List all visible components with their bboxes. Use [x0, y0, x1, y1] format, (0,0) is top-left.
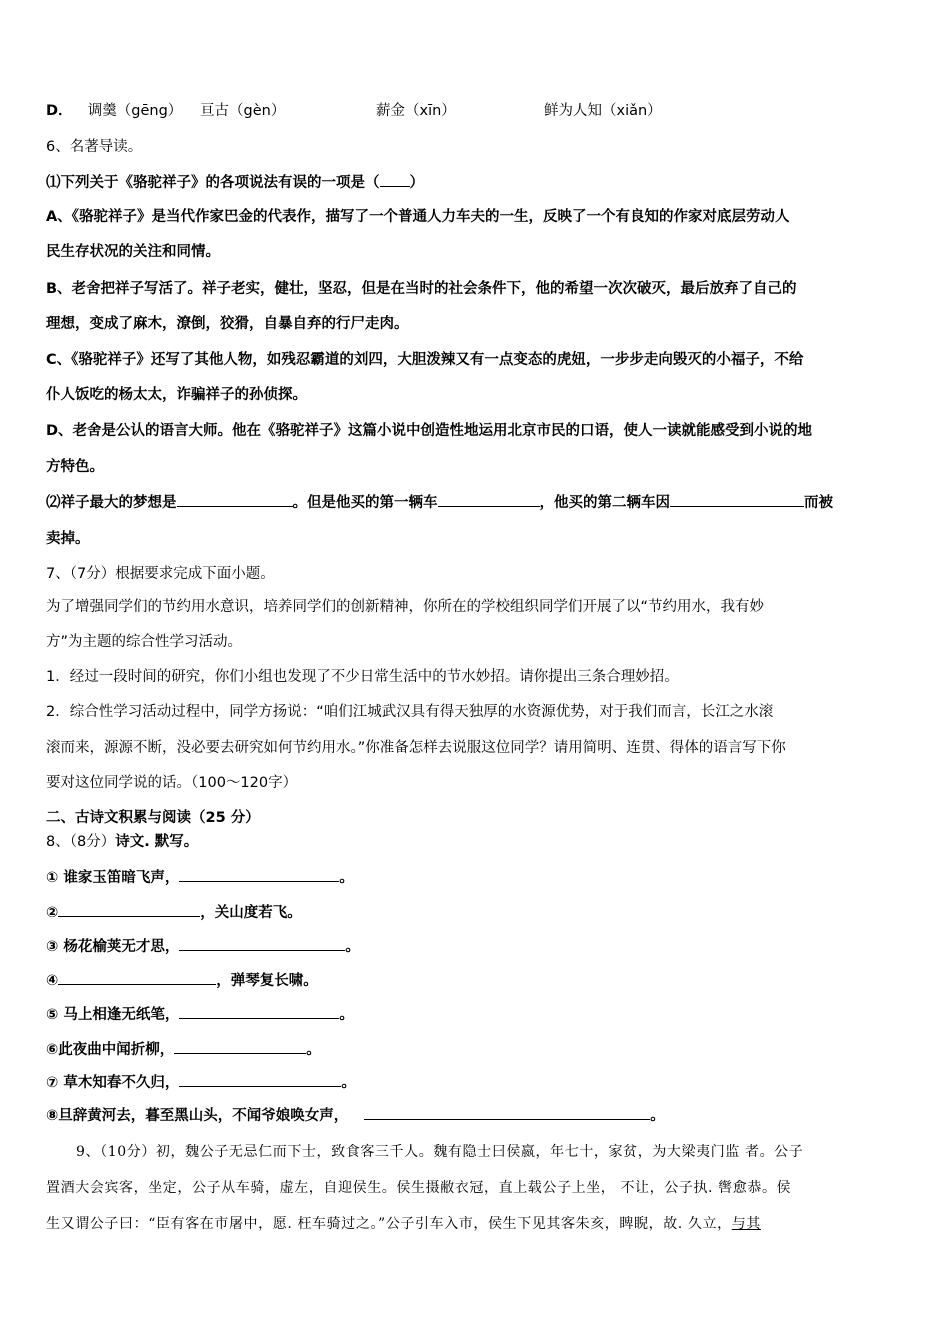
- q6-option-b-line2: 理想，变成了麻木，潦倒，狡猾，自暴自弃的行尸走肉。: [46, 316, 409, 332]
- q8-line-7-text: ⑦ 草木知春不久归，: [46, 1075, 180, 1091]
- q8-line-7: [46, 1072, 356, 1093]
- q7-subquestion-2-line3: 要对这位同学说的话。（100～120字）: [46, 775, 298, 791]
- q6-part2-text-c: ，他买的第二辆车因: [539, 495, 670, 511]
- q7-subquestion-2-line1: 2．综合性学习活动过程中，同学方扬说：“咱们江城武汉具有得天独厚的水资源优势，对于我们而言，长江之水滚: [46, 704, 774, 720]
- q7-intro-line1: 为了增强同学们的节约用水意识，培养同学们的创新精神，你所在的学校组织同学们开展了以“节约用水，我有妙: [46, 599, 765, 615]
- q6-part2-text-b: 。但是他买的第一辆车: [292, 495, 438, 511]
- q9-passage-line3-text: 生又谓公子曰：“臣有客在市屠中，愿. 枉车骑过之。”公子引车入市，侯生下见其客朱亥，睥睨，故. 久立，: [46, 1216, 732, 1232]
- q8-line-8-end: 。: [650, 1108, 665, 1124]
- q6-part1-stem-text: ⑴下列关于《骆驼祥子》的各项说法有误的一项是（: [46, 175, 380, 191]
- q5-item-2: 亘古（gèn）: [200, 103, 286, 119]
- q8-line-3-end: 。: [345, 939, 360, 955]
- q6-option-a-line2: 民生存状况的关注和同情。: [46, 244, 220, 260]
- q6-part2-text-a: ⑵祥子最大的梦想是: [46, 495, 177, 511]
- q8-line-4-num: ④: [46, 973, 59, 989]
- q5-item-3-wrap: [376, 101, 456, 121]
- q8-line-4-text: ，弹琴复长啸。: [216, 973, 318, 989]
- q6-part2-line1: [46, 492, 833, 513]
- q8-title: [46, 832, 198, 852]
- q8-line-5-end: 。: [339, 1007, 354, 1023]
- q6-part1-stem: [46, 172, 424, 193]
- q8-line-3-text: ③ 杨花榆荚无才思，: [46, 939, 180, 955]
- q8-line-4-blank[interactable]: [58, 970, 216, 985]
- q8-line-4: [46, 970, 318, 991]
- q5-option-d: [46, 101, 182, 121]
- q6-part1-stem-close: ）: [409, 175, 424, 191]
- q8-line-2-blank[interactable]: [58, 902, 200, 917]
- q8-title-score: 8、（8分）: [46, 834, 116, 850]
- q6-option-a-line1: A、《骆驼祥子》是当代作家巴金的代表作，描写了一个普通人力车夫的一生，反映了一个有良知的作家对底层劳动人: [46, 209, 790, 225]
- q8-line-6-end: 。: [306, 1042, 321, 1058]
- q7-subquestion-2-line2: 滚而来，源源不断，没必要去研究如何节约用水。”你准备怎样去说服这位同学？请用简明、连贯、得体的语言写下你: [46, 740, 786, 756]
- q5-item-4: 鲜为人知（xiǎn）: [544, 103, 662, 119]
- q8-line-2-num: ②: [46, 905, 59, 921]
- q6-part1-answer-blank[interactable]: [380, 172, 410, 187]
- q5-item-3: 薪金（xīn）: [376, 103, 456, 119]
- q8-line-1-blank[interactable]: [179, 867, 339, 882]
- q6-option-d-line2: 方特色。: [46, 459, 104, 475]
- q8-line-5-text: ⑤ 马上相逢无纸笔，: [46, 1007, 180, 1023]
- q8-line-6-text: ⑥此夜曲中闻折柳，: [46, 1042, 175, 1058]
- q8-line-6: [46, 1039, 321, 1060]
- q8-title-text: 诗文. 默写。: [115, 834, 199, 850]
- q8-line-1-end: 。: [339, 870, 354, 886]
- q8-line-3: [46, 936, 360, 957]
- q8-line-1-text: ① 谁家玉笛暗飞声，: [46, 870, 180, 886]
- q8-line-3-blank[interactable]: [179, 936, 345, 951]
- q8-line-6-blank[interactable]: [174, 1039, 306, 1054]
- q7-title: 7、（7分）根据要求完成下面小题。: [46, 566, 275, 582]
- q5-item-1: 调羹（gēng）: [87, 103, 183, 119]
- q6-option-d-line1: D、老舍是公认的语言大师。他在《骆驼祥子》这篇小说中创造性地运用北京市民的口语，使人一读就能感受到小说的地: [46, 423, 813, 439]
- q9-passage-line2: 置酒大会宾客，坐定，公子从车骑，虚左，自迎侯生。侯生摄敝衣冠，直上载公子上坐， 不让，公子执. 辔愈恭。侯: [46, 1180, 792, 1196]
- q6-title: 6、名著导读。: [46, 139, 143, 155]
- q8-line-8-blank[interactable]: [364, 1105, 650, 1120]
- q6-part2-line2: 卖掉。: [46, 531, 90, 547]
- q6-option-b-line1: B、老舍把祥子写活了。祥子老实，健壮，坚忍，但是在当时的社会条件下，他的希望一次次破灭，最后放弃了自己的: [46, 281, 797, 297]
- q6-option-c-line2: 仆人饭吃的杨太太，诈骗祥子的孙侦探。: [46, 387, 307, 403]
- q7-intro-line2: 方”为主题的综合性学习活动。: [46, 634, 243, 650]
- q6-part2-blank-1[interactable]: [177, 492, 293, 507]
- q5-item-4-wrap: [544, 101, 662, 121]
- q5-option-d-label: D．: [46, 103, 73, 119]
- q6-option-c-line1: C、《骆驼祥子》还写了其他人物，如残忍霸道的刘四，大胆泼辣又有一点变态的虎妞，一步步走向毁灭的小福子，不给: [46, 352, 804, 368]
- q8-line-8: [46, 1105, 665, 1126]
- q8-line-2-text: ，关山度若飞。: [200, 905, 302, 921]
- q6-part2-blank-3[interactable]: [670, 492, 804, 507]
- q6-part2-blank-2[interactable]: [438, 492, 540, 507]
- q5-item-2-wrap: [200, 101, 285, 121]
- q9-passage-line3: [46, 1214, 761, 1234]
- q8-line-5-blank[interactable]: [179, 1004, 339, 1019]
- q8-line-2: [46, 902, 302, 923]
- q6-part2-text-d: 而被: [804, 495, 833, 511]
- q8-line-5: [46, 1004, 354, 1025]
- q8-line-8-text: ⑧旦辞黄河去，暮至黑山头，不闻爷娘唤女声，: [46, 1108, 349, 1124]
- q8-line-7-end: 。: [341, 1075, 356, 1091]
- q9-passage-line1: 9、（10分）初，魏公子无忌仁而下士，致食客三千人。魏有隐士曰侯嬴，年七十，家贫，为大梁夷门监 者。公子: [76, 1144, 804, 1160]
- q8-line-7-blank[interactable]: [179, 1072, 341, 1087]
- q8-line-1: [46, 867, 354, 888]
- q9-underlined-phrase: 与其: [731, 1216, 761, 1232]
- section-2-heading: 二、古诗文积累与阅读（25 分）: [46, 810, 260, 826]
- q7-subquestion-1: 1．经过一段时间的研究，你们小组也发现了不少日常生活中的节水妙招。请你提出三条合理妙招。: [46, 669, 679, 685]
